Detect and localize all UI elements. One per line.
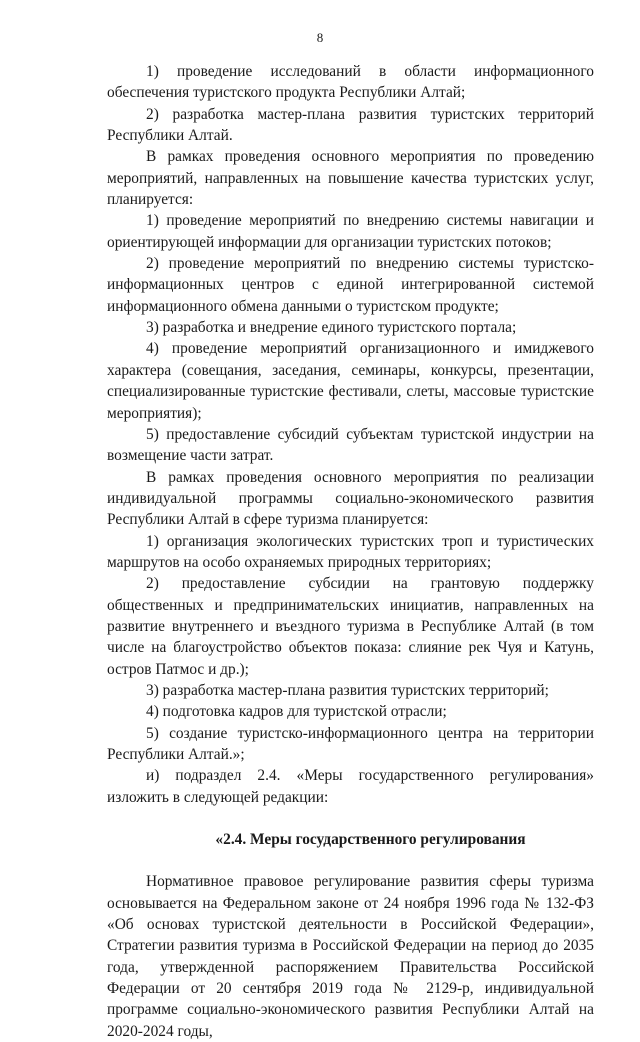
paragraph: 4) подготовка кадров для туристской отрасли; bbox=[146, 703, 447, 721]
page-number: 8 bbox=[316, 30, 324, 45]
paragraph: 5) создание туристско-информационного центра на территории Республики Алтай.»; bbox=[107, 724, 594, 763]
paragraph: 1) проведение исследований в области информационного обеспечения туристского продукта Республики Алтай; bbox=[107, 63, 594, 102]
paragraph: В рамках проведения основного мероприятия по реализации индивидуальной программы социально-экономического развития Республики Алтай в сфере туризма планируется: bbox=[107, 468, 594, 529]
paragraph: В рамках проведения основного мероприятия по проведению мероприятий, направленных на повышение качества туристских услуг, планируется: bbox=[107, 148, 594, 209]
paragraph: 1) организация экологических туристских троп и туристических маршрутов на особо охраняемых природных территориях; bbox=[107, 532, 594, 571]
document-body bbox=[107, 61, 594, 1042]
paragraph: 3) разработка мастер-плана развития туристских территорий; bbox=[146, 681, 549, 699]
paragraph: 3) разработка и внедрение единого туристского портала; bbox=[146, 319, 517, 337]
paragraph: 4) проведение мероприятий организационного и имиджевого характера (совещания, заседания, семинары, конкурсы, презентации, специализированные туристские фестивали, слеты, массовые туристские мероприятия); bbox=[107, 340, 594, 422]
paragraph: 2) предоставление субсидии на грантовую поддержку общественных и предпринимательских инициатив, направленных на развитие внутреннего и въездного туризма в Республике Алтай (в том числе на благоустройство объектов показа: слияние рек Чуя и Катунь, остров Патмос и др.); bbox=[107, 575, 594, 678]
paragraph: и) подраздел 2.4. «Меры государственного регулирования» изложить в следующей редакции: bbox=[107, 767, 594, 806]
paragraph: 2) разработка мастер-плана развития туристских территорий Республики Алтай. bbox=[107, 105, 594, 145]
section-heading: «2.4. Меры государственного регулирования bbox=[215, 831, 526, 849]
paragraph: Нормативное правовое регулирование развития сферы туризма основывается на Федеральном законе от 24 ноября 1996 года № 132-ФЗ «Об основах туристской деятельности в Российской Федерации», Стратегии развития туризма в Российской Федерации на период до 2035 года, утвержденной распоряжением Правительства Российской Федерации от 20 сентября 2019 года № 2129-р, индивидуальной программе социально-экономического развития Республики Алтай на 2020-2024 годы, bbox=[107, 873, 594, 1040]
paragraph: 1) проведение мероприятий по внедрению системы навигации и ориентирующей информации для организации туристских потоков; bbox=[107, 212, 594, 251]
paragraph: 2) проведение мероприятий по внедрению системы туристско-информационных центров с единой интегрированной системой информационного обмена данными о туристском продукте; bbox=[107, 255, 594, 315]
paragraph: 5) предоставление субсидий субъектам туристской индустрии на возмещение части затрат. bbox=[107, 425, 594, 465]
